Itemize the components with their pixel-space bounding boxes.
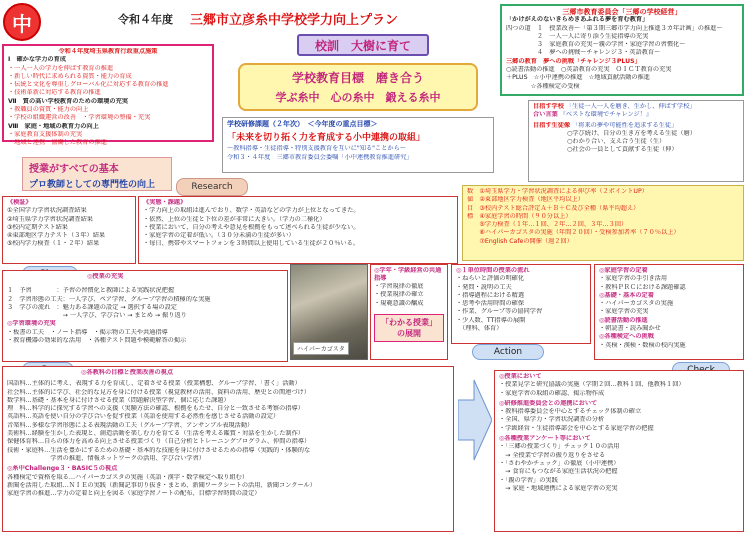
target-line: ⑥ハイパーカゴスタの実施（年間２０回）・受検参加者率（７０％以上） (467, 229, 680, 237)
research-label-text: Research (191, 182, 233, 192)
understandable-class-badge (374, 314, 444, 342)
target-line: ⑦English Cafeの開催（週２回） (467, 237, 573, 245)
target-line: 標 ④家庭学習の時間（９０分以上） (467, 212, 572, 220)
motto-text: 校訓 大樹に育て (314, 38, 411, 53)
city-line: ３ 家庭教育の充実～親の学習・家庭学習の習慣化～ (506, 41, 686, 49)
plan-line: ・教育機器の効果的な活用 ・各種テスト問題や模範解答の掲示 (7, 337, 187, 345)
ideal-head3: 目指す生徒像 (533, 121, 571, 129)
ideal-head1: 目指す学校 (533, 103, 564, 110)
school-mgmt-line: ・授業規律の確立 (374, 291, 424, 299)
flow-arrow-icon (458, 376, 492, 464)
lesson-flow-line: ・作業、グループ等の協同学習 (456, 308, 543, 316)
home-study-box (594, 264, 744, 360)
plan-line: ３ 学びの流れ ：魅力ある課題の設定 → 選択する場の設定 (7, 303, 177, 311)
lesson-flow-line: （理科、体育） (456, 325, 503, 333)
issues-line: ・家庭学習の定着が低い。（３０分未満の生徒が多い） (143, 232, 295, 240)
city-line: 「かけがえのないきらめきあふれる夢を育む教育」 (506, 16, 649, 24)
lesson-flow-title: ◎１単位時間の授業の流れ (456, 267, 530, 274)
do-line: 美術科…経験を生かした表現と、創造活動を楽しむ力を育てる（生活を考える鑑賞・対話を生かした制作） (7, 430, 304, 438)
policy-line: ・新しい時代に求められる資質・能力の育成 (8, 72, 132, 80)
target-line: 数 ①埼玉県学力・学習状況調査による伸び率（２ポイントUP） (467, 188, 648, 195)
do-line: 社会科…主体的に学び、社会的な見方を身に付ける授業（視覚教材の活用、資料の活用、歴史との関連づけ） (7, 388, 310, 396)
do-line: 国語科…主体的に考え、表現する力を育成し、定着させる授業（授業構想、グループ学習、「書く」活動） (7, 380, 301, 388)
school-goal-box (238, 63, 478, 111)
issues-title: 《実態・課題》 (143, 199, 187, 206)
lesson-flow-line: ・発問・説明の工夫 (456, 283, 512, 291)
check-line: ◎各種授業アンケート等において (499, 435, 591, 443)
study-line: ◎家庭学習の定着 (599, 267, 648, 274)
study-line: ・ハイパーカゴスタの実施 (599, 300, 674, 308)
study-line: ◎基礎・基本の定着 (599, 291, 654, 299)
policy-line: ・伝統と文化を尊重しグローバル化に対応する教育の推進 (8, 81, 169, 89)
school-mgmt-title: ◎学年・学級経営の共通指導 (374, 267, 442, 283)
issues-line: ・依然、上位の生徒と下位の差が非常に大きい。（学力の二極化） (143, 215, 326, 223)
do-line: 学習の推進、情報ネットワークの活用、学び合い学習） (7, 454, 205, 462)
policy-line: ・技術革新に対応する教育の推進 (8, 89, 101, 97)
action-label-text: Action (493, 347, 523, 357)
check-box (494, 370, 744, 532)
city-line: 四つの道 １ 授業改善～「第３期三郷市学力向上推進３カ年計画」の推進～ (506, 24, 723, 32)
goal-line2: 学ぶ糸中 心の糸中 鍛える糸中 (275, 91, 441, 104)
verification-box (2, 196, 136, 264)
check-line: → 食育にもつながる家庭生活状況の把握 (499, 468, 618, 476)
city-title: 三郷市教育委員会「三郷の学校経営」 (562, 8, 682, 16)
ideal-head2: 合い言葉 (533, 111, 558, 119)
policy-line: Ⅷ 家庭・地域の教育力の向上 (8, 122, 99, 130)
school-management-box (370, 264, 448, 360)
do-box (2, 366, 454, 532)
policy-line: ・家庭教育支援体制の充実 (8, 130, 83, 138)
emblem-char: 中 (12, 11, 32, 36)
issues-line: ・学力向上の取組は進んでおり、数学・英語などの学力が上位となってきた。 (143, 207, 360, 215)
ideal-box (528, 100, 744, 182)
plan-line: １ 予習 ：予習の習慣化と教師による実践状況把握 (7, 287, 175, 295)
do-line: 数学科…基礎・基本を身に付けさせる授業（問題解決型学習、個に応じた課題） (7, 396, 230, 404)
study-line: ・家庭学習の手引き活用 (599, 275, 668, 283)
do-line: 新聞を活用した取組…ＮＩＥの実践（新聞記事切り抜き・まとめ、新聞ワークシートの活用、新聞コンクール） (7, 481, 316, 489)
theme-head: 学校研修課題（２年次） ＜今年度の重点目標＞ (227, 120, 378, 128)
verification-line: ④東部地区学力テスト（３年）結果 (7, 232, 106, 240)
do-line: 各種検定で資格を取る…ハイパーカゴスタの実施（英語・漢字・数学検定へ取り組む） (7, 473, 249, 481)
ideal-row3 (533, 122, 739, 130)
do-line: ◎糸中Challenge３・BASIC５の視点 (7, 465, 118, 473)
lesson-flow-line: ・思考や活用時間の確保 (456, 300, 525, 308)
do-line: 理 科…科学的に探究する学習への支援（実験方法の確認、根拠をもたせ、自分と一致させる考察の指導） (7, 405, 304, 413)
do-line: 音楽科…多様な学習形態による表現活動の工夫（グループ学習、アンサンブル表現活動） (7, 421, 254, 429)
check-line: ・学級経営・生徒指導部会を中心とする家庭学習の把握 (499, 424, 654, 432)
do-line: 技術・家庭科…生活を豊かにするための基礎・基本的な技能を身に付けさせるための指導（実践的・体験的な (7, 446, 311, 454)
page-title: 三郷市立彦糸中学校学力向上プラン (190, 13, 399, 28)
photo-caption: ハイパーカゴスタ (293, 342, 349, 355)
policy-line: ・教職員の資質・能力の向上 (8, 106, 89, 114)
policy-line: Ⅶ 質の高い学校教育のための環境の充実 (8, 97, 128, 105)
check-line: ・授業見学と研究協議の実施（学期２回…教科１回、他教科１回） (499, 381, 685, 389)
policy-line: ・学校の組織運営の改善 ・学習環境の整備・充実 (8, 114, 151, 122)
study-line: ・英検・漢検・数検の校内実施 (599, 341, 686, 349)
plan-box (2, 270, 288, 362)
ideal-text2: 『ベストな環境でチャレンジ！』 (559, 111, 653, 119)
theme-note: 令和３・４年度 三郷市教育委員会委嘱「小中連携教育推進研究」 (227, 153, 413, 161)
plan-line: → 一人学び、学び合い → まとめ → 振り返り (7, 312, 187, 320)
study-line: ・教科ＰＲＣにおける課題確認 (599, 283, 686, 291)
ideal-item: ○社会の一員として貢献する生徒（伸） (567, 146, 678, 154)
ideal-item: ○学び続け、自分の生き方を考える生徒（磨） (567, 129, 696, 137)
school-mgmt-line: ・規範意識の醸成 (374, 299, 424, 307)
basic-box (22, 157, 172, 191)
study-line: ・家庭学習の充実 (599, 308, 649, 316)
ideal-text1: 「生徒一人一人を磨き、生かし、伸ばす学校」 (565, 103, 696, 110)
ideal-row2 (533, 111, 739, 119)
ideal-row1 (533, 103, 739, 111)
issues-box (138, 196, 458, 264)
school-emblem (3, 3, 41, 41)
plan-line: ２ 学習形態の工夫：一人学び、ペア学習、グループ学習の積極的な実施 (7, 295, 211, 303)
lesson-flow-box (451, 264, 591, 344)
policy-line: Ⅰ 確かな学力の育成 (8, 56, 66, 64)
basic-line2: プロ教師としての専門性の向上 (29, 180, 156, 190)
verification-line: ③校内定期テスト結果 (7, 223, 68, 231)
classroom-photo (290, 264, 368, 360)
city-policy-box (500, 4, 744, 96)
study-line: ◎各種検定への挑戦 (599, 333, 654, 341)
goal-line1: 学校教育目標 磨き合う (291, 71, 424, 85)
verification-line: ⑤校内学力検査（１・２年）結果 (7, 240, 100, 248)
check-line: → 家庭・地域連携による家庭学習の充実 (499, 484, 618, 492)
motto-box (297, 34, 429, 56)
lesson-flow-line: ・少人数、TT指導の展開 (456, 316, 526, 324)
action-label (472, 344, 544, 360)
check-line: ・「親の学習」の実践 (499, 476, 558, 484)
city-line: 三郷の教育 夢への挑戦「チャレンジ３PLUS」 (506, 57, 641, 65)
check-line: ・「さわやかチェック」の徹底（小中連携） (499, 459, 620, 467)
do-title: ◎各教科の目標と授業改善の視点 (81, 369, 174, 376)
issues-line: ・毎日、携帯やスマートフォンを３時間以上使用している生徒が２０％いる。 (143, 240, 359, 248)
do-line: 家庭学習の推進…学力の定着と向上を図る（家庭学習ノートの配布、目標学習時間の設定） (7, 490, 261, 498)
ideal-text3: 「将来の夢や可能性を追求する生徒」 (572, 121, 678, 129)
do-line: 保健体育科…自らの体力を高める向上させる授業づくり（自己分析とトレーニングプログラム、仲間の指導） (7, 438, 311, 446)
badge-line1: 「わかる授業」 (381, 317, 437, 327)
school-mgmt-line: ・学習規律の徹底 (374, 283, 424, 290)
research-label (176, 178, 248, 196)
page-title-year: 令和４年度 (118, 13, 173, 26)
policy-title: 令和４年度埼玉県教育行政重点施策 (58, 48, 158, 55)
check-line: ・「三郷の授業づくり」チェック１０の活用 (499, 443, 620, 451)
check-line: ・家庭学習の取組の確認、掲示物作成 (499, 389, 605, 397)
lesson-flow-line: ・指導過程における精選 (456, 291, 525, 299)
research-theme-box (222, 117, 494, 173)
city-line: ４ 夢への挑戦～チャレンジ３・英語教育～ (506, 49, 661, 57)
city-line: ＋PLUS ☆小中連携の推進 ☆地域貢献活動の推進 (506, 74, 650, 82)
target-line: 目 ③校内テスト総合評定Ａ＋Ｂ＋Ｃ及び全種（県平均超え） (467, 204, 640, 212)
target-line: 値 ②東部地区学力検査（地区平均以上） (467, 196, 584, 204)
study-line: ・朝読書・読み聞かせ (599, 325, 661, 333)
policy-line: ・地域と連携・協働した教育の推進 (8, 139, 107, 147)
basic-line1: 授業がすべての基本 (29, 164, 119, 175)
plan-line: ・板書の工夫 ・ノート指導 ・掲示物の工夫や共通指導 (7, 328, 168, 336)
verification-line: ①全国学力学習状況調査結果 (7, 207, 87, 215)
verification-title: 《検証》 (7, 199, 32, 206)
check-line: ・全国、県学力・学習状況調査の分析 (499, 416, 605, 424)
badge-line2: の展開 (397, 328, 421, 338)
numeric-target-box (462, 185, 744, 261)
target-line: ⑤学力検査（１年…１回、２年…２回、３年…３回） (467, 221, 628, 229)
ideal-item: ○わかり合い、支え合う生徒（生） (567, 138, 666, 146)
plan-title: ◎授業の充実 (87, 273, 124, 280)
check-line: ・教科指導委員会を中心とするチェック体制の確立 (499, 408, 642, 416)
lesson-flow-line: ・ねらいと評価の明確化 (456, 275, 525, 283)
policy-line: ・一人一人の学力を伸ばす教育の推進 (8, 64, 114, 72)
city-line: ２ 一人一人に寄り添う生徒指導の充実 (506, 32, 649, 40)
plan-line: ◎学習環境の充実 (7, 320, 56, 328)
theme-main: 「未来を切り拓く力を育成する小中連携の取組」 (227, 133, 426, 144)
theme-sub: ～教科指導・生徒指導・特別支援教育を互いに"知る"ことから～ (227, 145, 406, 153)
city-line: ☆各種検定の受検 (506, 82, 580, 90)
verification-line: ②埼玉県学力学習状況調査結果 (7, 215, 93, 223)
check-line: ◎授業において (499, 373, 542, 380)
prefecture-policy-box (2, 44, 214, 147)
issues-line: ・授業において、自分の考えや意見を根拠をもって述べられる生徒が少ない。 (143, 223, 360, 231)
check-line: ◎研修推進委員会との連携において (499, 399, 598, 407)
city-line: ○読書活動の推進 ○英語教育の充実 ＯＩＣＴ教育の充実 (506, 66, 672, 74)
check-line: → 全授業で学習の振り返りをさせる (499, 451, 606, 459)
study-line: ◎読書活動の推進 (599, 316, 648, 324)
do-line: 英語科…英語を使い自分の学び合いを促す授業（英語を使用する必然性を感じさせる活動の設定） (7, 413, 280, 421)
